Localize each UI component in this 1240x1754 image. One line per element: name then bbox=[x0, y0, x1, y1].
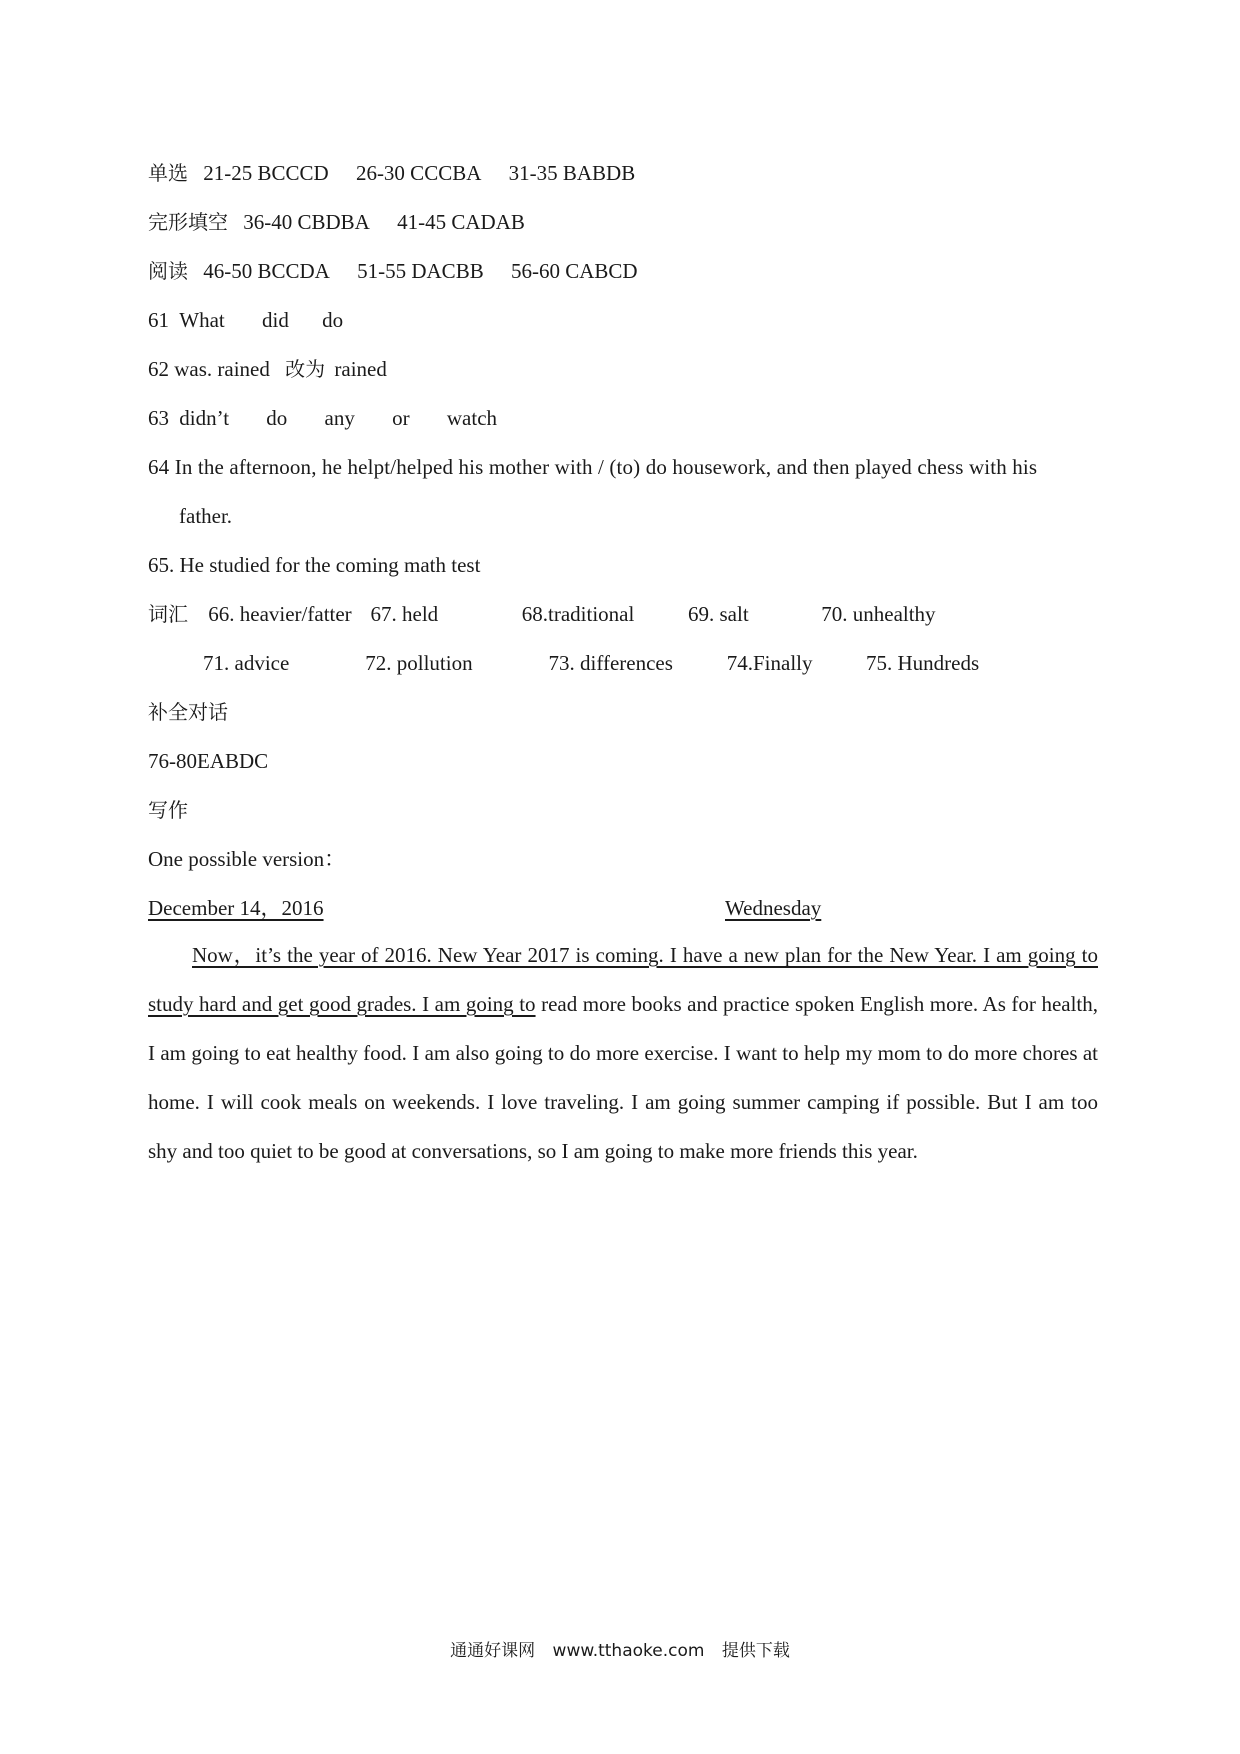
q61-word: did bbox=[261, 308, 289, 332]
letter-header bbox=[148, 895, 324, 921]
vocab-answer: 66. heavier/fatter bbox=[208, 602, 352, 626]
q63-word: do bbox=[266, 406, 288, 430]
letter-date: December 14，2016 bbox=[148, 896, 324, 920]
q61-line bbox=[148, 307, 343, 333]
reading-label: 阅读 bbox=[148, 259, 188, 283]
answer-group: 36-40 CBDBA bbox=[243, 210, 370, 234]
single-choice-label: 单选 bbox=[148, 161, 188, 185]
vocab-answer: 68.traditional bbox=[521, 602, 635, 626]
vocabulary-row1 bbox=[148, 601, 936, 627]
q63-word: or bbox=[392, 406, 410, 430]
q64-line2: father. bbox=[179, 504, 233, 528]
vocab-answer: 70. unhealthy bbox=[821, 602, 936, 626]
writing-intro: One possible version： bbox=[148, 847, 346, 871]
essay-underlined-text: Now，it’s the year of 2016. New Year 2017 is coming. I have a new plan for the New Year. I am going to study hard and get good grades. I am going to bbox=[148, 943, 1098, 1016]
answer-group: 51-55 DACBB bbox=[357, 259, 484, 283]
q63-number: 63 bbox=[148, 406, 169, 430]
vocabulary-row2 bbox=[203, 650, 979, 676]
answer-group: 41-45 CADAB bbox=[397, 210, 525, 234]
dialogue-label: 补全对话 bbox=[148, 700, 228, 724]
essay-text: read more books and practice spoken English more. As for health, I am going to eat healthy food. I am also going to do more exercise. I want to help my mom to do more chores at home. I will cook meals on weekends. I love traveling. I am going summer camping if possible. But I am too shy and too quiet to be good at conversations, so I am going to make more friends this year. bbox=[148, 992, 1099, 1163]
q62-text: 62 was. rained bbox=[148, 357, 270, 381]
vocab-answer: 71. advice bbox=[203, 651, 290, 675]
vocab-answer: 73. differences bbox=[548, 651, 673, 675]
answer-group: 56-60 CABCD bbox=[510, 259, 638, 283]
vocab-answer: 74.Finally bbox=[726, 651, 813, 675]
vocab-answer: 72. pollution bbox=[365, 651, 473, 675]
q61-word: do bbox=[322, 308, 344, 332]
q65-line: 65. He studied for the coming math test bbox=[148, 553, 481, 577]
vocabulary-label: 词汇 bbox=[148, 602, 188, 626]
q62-correction: rained bbox=[334, 357, 387, 381]
writing-label: 写作 bbox=[148, 798, 188, 822]
answer-group: 31-35 BABDB bbox=[508, 161, 636, 185]
q63-line bbox=[148, 405, 497, 431]
q63-word: didn’t bbox=[179, 406, 230, 430]
page-footer bbox=[0, 1636, 1240, 1661]
q61-word: What bbox=[179, 308, 225, 332]
letter-weekday: Wednesday bbox=[725, 896, 822, 920]
q63-word: any bbox=[324, 406, 355, 430]
q61-number: 61 bbox=[148, 308, 169, 332]
vocab-answer: 67. held bbox=[370, 602, 439, 626]
vocab-answer: 75. Hundreds bbox=[866, 651, 980, 675]
dialogue-answer: 76-80EABDC bbox=[148, 749, 269, 773]
single-choice-line bbox=[148, 160, 635, 186]
answer-group: 26-30 CCCBA bbox=[355, 161, 482, 185]
cloze-label: 完形填空 bbox=[148, 210, 228, 234]
letter-weekday-line bbox=[725, 895, 821, 921]
answer-group: 46-50 BCCDA bbox=[203, 259, 330, 283]
q63-word: watch bbox=[446, 406, 498, 430]
q64-line1: 64 In the afternoon, he helpt/helped his mother with / (to) do housework, and then played chess with his bbox=[148, 455, 1038, 479]
footer-site: 通通好课网 bbox=[450, 1641, 536, 1661]
reading-line bbox=[148, 258, 638, 284]
essay-paragraph bbox=[148, 931, 1098, 1176]
cloze-line bbox=[148, 209, 525, 235]
footer-url[interactable]: www.tthaoke.com bbox=[552, 1641, 705, 1661]
footer-suffix: 提供下载 bbox=[721, 1641, 790, 1661]
q62-line bbox=[148, 356, 387, 382]
q62-note: 改为 bbox=[285, 357, 326, 381]
vocab-answer: 69. salt bbox=[688, 602, 749, 626]
answer-group: 21-25 BCCCD bbox=[203, 161, 329, 185]
